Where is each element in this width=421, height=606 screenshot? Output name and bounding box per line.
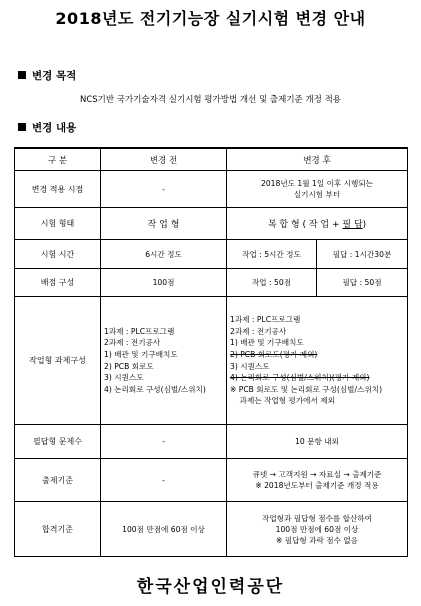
after-cell: 1과제 : PLC프로그램 2과제 : 전기공사 1) 배관 및 기구배치도 2) PCB 회로도(평가 제외) 3) 시퀀스도 4) 논리회로 구성(심벌/스위치)(평가 제외) ※ PCB 회로도 및 논리회로 구성(심벌/스위치) 과제는 작업형 평가에서 제외 xyxy=(227,297,408,425)
row-label: 배점 구성 xyxy=(15,269,101,297)
row-label: 출제기준 xyxy=(15,459,101,502)
after-written-cell: 필답 : 1시간30분 xyxy=(317,240,408,269)
table-row xyxy=(15,171,408,208)
table-row xyxy=(15,425,408,459)
before-cell: - xyxy=(101,171,227,208)
square-bullet-icon xyxy=(18,123,26,131)
before-cell: 1과제 : PLC프로그램 2과제 : 전기공사 1) 배관 및 기구배치도 2) PCB 회로도 3) 시퀀스도 4) 논리회로 구성(심벌/스위치) xyxy=(101,297,227,425)
header-before: 변경 전 xyxy=(101,148,227,171)
row-label: 변경 적용 시점 xyxy=(15,171,101,208)
section-heading-changes: 변경 내용 xyxy=(18,120,76,135)
after-cell: 작업형과 필답형 점수를 합산하여 100점 만점에 60점 이상 ※ 필답형 과락 점수 없음 xyxy=(227,502,408,557)
row-label: 합격기준 xyxy=(15,502,101,557)
page-title: 2018년도 전기기능장 실기시험 변경 안내 xyxy=(55,9,366,28)
header-category: 구 분 xyxy=(15,148,101,171)
section-heading-purpose: 변경 목적 xyxy=(18,68,76,83)
after-cell: 큐넷 → 고객지원 → 자료실 → 출제기준 ※ 2018년도부터 출제기준 개정 적용 xyxy=(227,459,408,502)
after-work-cell: 작업 : 5시간 정도 xyxy=(227,240,317,269)
row-label: 시험 시간 xyxy=(15,240,101,269)
after-written-cell: 필답 : 50점 xyxy=(317,269,408,297)
table-row xyxy=(15,269,408,297)
before-cell: 작 업 형 xyxy=(101,208,227,240)
before-cell: - xyxy=(101,425,227,459)
square-bullet-icon xyxy=(18,71,26,79)
purpose-text: NCS기반 국가기술자격 실기시험 평가방법 개선 및 출제기준 개정 적용 xyxy=(79,95,341,105)
table-row xyxy=(15,459,408,502)
after-cell: 복 합 형 ( 작 업 + 필 답) xyxy=(227,208,408,240)
before-cell: - xyxy=(101,459,227,502)
table-row xyxy=(15,297,408,425)
row-label: 시험 형태 xyxy=(15,208,101,240)
before-cell: 100점 만점에 60점 이상 xyxy=(101,502,227,557)
row-label: 필답형 문제수 xyxy=(15,425,101,459)
table-row xyxy=(15,502,408,557)
before-cell: 100점 xyxy=(101,269,227,297)
changes-table xyxy=(14,147,408,557)
table-row xyxy=(15,240,408,269)
before-cell: 6시간 정도 xyxy=(101,240,227,269)
organization-name: 한국산업인력공단 xyxy=(136,577,285,597)
header-after: 변경 후 xyxy=(227,148,408,171)
table-header-row xyxy=(15,148,408,171)
row-label: 작업형 과제구성 xyxy=(15,297,101,425)
table-row xyxy=(15,208,408,240)
after-cell: 10 문항 내외 xyxy=(227,425,408,459)
after-work-cell: 작업 : 50점 xyxy=(227,269,317,297)
after-cell: 2018년도 1월 1일 이후 시행되는 실기시험 부터 xyxy=(227,171,408,208)
